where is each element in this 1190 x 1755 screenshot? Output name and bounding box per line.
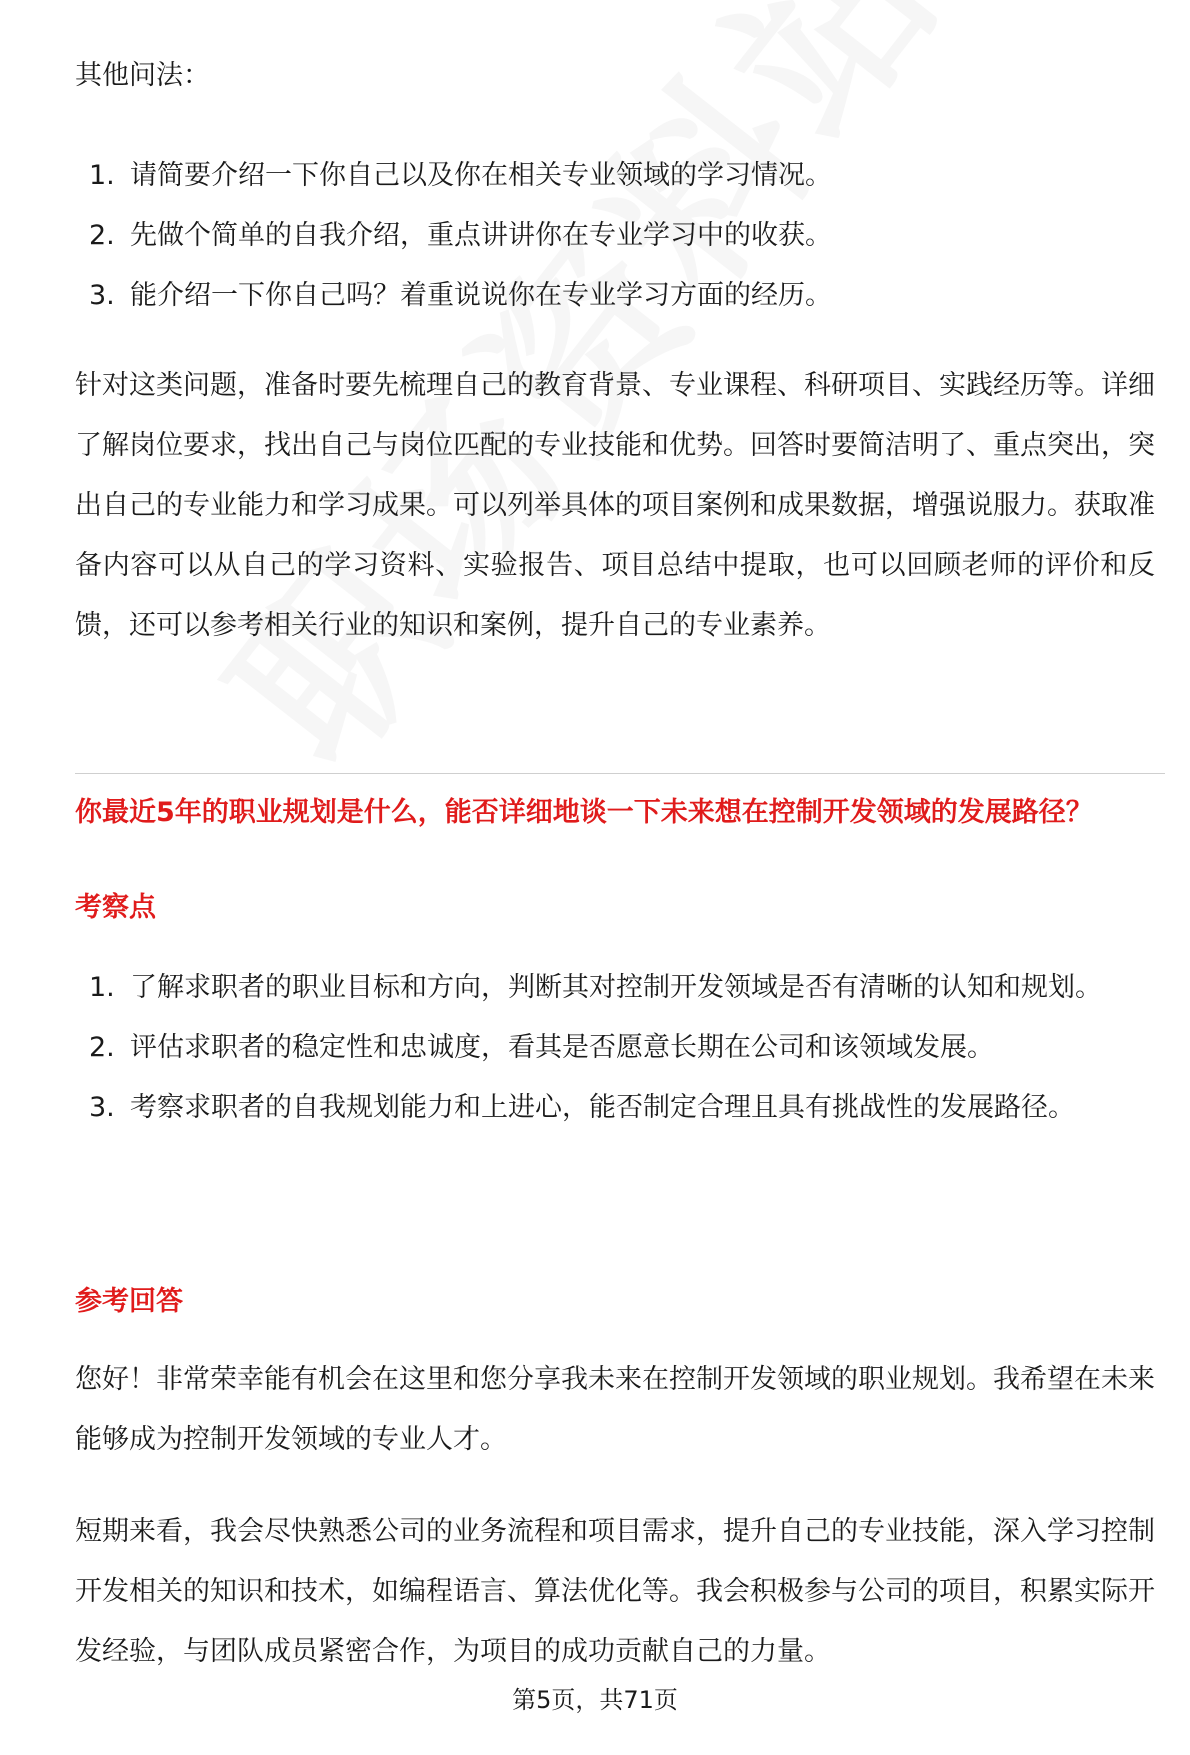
list-item-number: 3. bbox=[89, 280, 115, 311]
list-item bbox=[75, 206, 1155, 266]
assessment-label: 考察点 bbox=[75, 892, 156, 923]
list-item-text: 能介绍一下你自己吗？着重说说你在专业学习方面的经历。 bbox=[130, 280, 832, 311]
list-item-text: 评估求职者的稳定性和忠诚度，看其是否愿意长期在公司和该领域发展。 bbox=[130, 1032, 994, 1063]
reference-paragraph: 短期来看，我会尽快熟悉公司的业务流程和项目需求，提升自己的专业技能，深入学习控制开发相关的知识和技术，如编程语言、算法优化等。我会积极参与公司的项目，积累实际开发经验，与团队成员紧密合作，为项目的成功贡献自己的力量。 bbox=[75, 1516, 1155, 1667]
question-heading: 你最近5年的职业规划是什么，能否详细地谈一下未来想在控制开发领域的发展路径？ bbox=[75, 797, 1093, 828]
list-item-text: 了解求职者的职业目标和方向，判断其对控制开发领域是否有清晰的认知和规划。 bbox=[130, 972, 1102, 1003]
list-item-text: 先做个简单的自我介绍，重点讲讲你在专业学习中的收获。 bbox=[130, 220, 832, 251]
section-divider bbox=[75, 773, 1165, 774]
list-item-number: 2. bbox=[89, 220, 115, 251]
list-item bbox=[75, 1018, 1155, 1078]
list-item-number: 1. bbox=[89, 160, 115, 191]
list-item-number: 2. bbox=[89, 1032, 115, 1063]
list-item bbox=[75, 1078, 1155, 1138]
list-item-text: 考察求职者的自我规划能力和上进心，能否制定合理且具有挑战性的发展路径。 bbox=[130, 1092, 1075, 1123]
list-item bbox=[75, 958, 1155, 1018]
list-item-number: 3. bbox=[89, 1092, 115, 1123]
assessment-list bbox=[75, 958, 1155, 1138]
list-item-text: 请简要介绍一下你自己以及你在相关专业领域的学习情况。 bbox=[130, 160, 832, 191]
advice-paragraph: 针对这类问题，准备时要先梳理自己的教育背景、专业课程、科研项目、实践经历等。详细了解岗位要求，找出自己与岗位匹配的专业技能和优势。回答时要简洁明了、重点突出，突出自己的专业能力和学习成果。可以列举具体的项目案例和成果数据，增强说服力。获取准备内容可以从自己的学习资料、实验报告、项目总结中提取，也可以回顾老师的评价和反馈，还可以参考相关行业的知识和案例，提升自己的专业素养。 bbox=[75, 370, 1155, 641]
reference-paragraph: 您好！非常荣幸能有机会在这里和您分享我未来在控制开发领域的职业规划。我希望在未来能够成为控制开发领域的专业人才。 bbox=[75, 1364, 1155, 1455]
list-item bbox=[75, 266, 1155, 326]
other-asks-list bbox=[75, 146, 1155, 326]
list-item-number: 1. bbox=[89, 972, 115, 1003]
list-item bbox=[75, 146, 1155, 206]
reference-label: 参考回答 bbox=[75, 1286, 183, 1317]
other-asks-label: 其他问法： bbox=[75, 60, 210, 91]
page-footer: 第5页，共71页 bbox=[512, 1686, 678, 1714]
